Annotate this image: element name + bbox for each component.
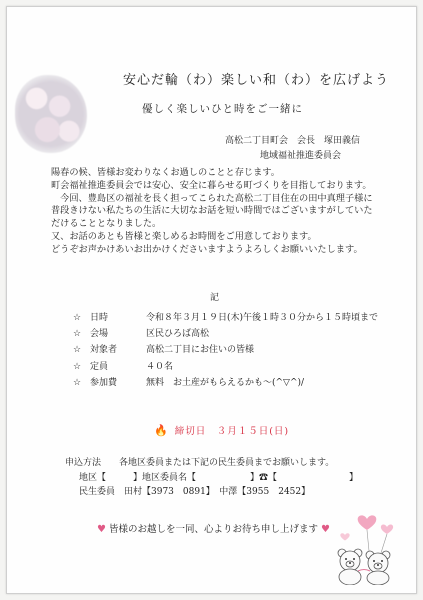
star-icon: ☆ — [73, 329, 82, 340]
organizer-name: 高松二丁目町会 会長 塚田義信 — [225, 136, 361, 146]
detail-row — [73, 359, 378, 375]
detail-value: 高松二丁目にお住いの皆様 — [146, 345, 255, 356]
application-info — [65, 456, 358, 500]
body-line: だけることとなりました。 — [51, 218, 162, 230]
event-details — [73, 310, 378, 391]
apply-district-line: 地区【 】地区委員名【 】☎【 】 — [79, 472, 359, 483]
body-line: 陽春の候、皆様お変わりなくお過しのことと存じます。 — [51, 167, 280, 178]
detail-label: 日時 — [90, 313, 109, 323]
bear-left — [338, 549, 362, 585]
apply-contacts: 民生委員 田村【3973 0891】 中澤【3955 2452】 — [79, 487, 311, 497]
detail-value: 区民ひろば高松 — [146, 329, 210, 340]
page-subtitle: 優しく楽しいひと時をご一緒に — [142, 103, 303, 115]
fire-icon: 🔥 — [154, 424, 169, 437]
cherry-blossom-image — [15, 75, 87, 153]
body-line: どうぞお声かけあいお出かけくださいますようよろしくお願いいたします。 — [51, 243, 363, 255]
detail-row — [73, 375, 378, 391]
teddy-bears-illustration — [325, 505, 407, 585]
detail-value: 無料 お土産がもらえるかも～(^▽^)/ — [146, 377, 305, 388]
closing-text: 皆様のお越しを一同、心よりお待ち申し上げます — [109, 524, 319, 535]
bear-right — [366, 551, 390, 585]
closing-message — [97, 521, 330, 535]
detail-value: 令和８年３月１９日(木)午後１時３０分から１５時頃まで — [146, 313, 379, 323]
detail-label: 会場 — [90, 329, 109, 340]
detail-row — [73, 342, 378, 358]
detail-row — [73, 326, 378, 342]
star-icon: ☆ — [73, 361, 82, 372]
heart-icon: ♥ — [321, 524, 331, 535]
organizer-committee: 地域福祉推進委員会 — [260, 151, 342, 161]
body-line: 又、お話のあとも皆様と楽しめるお時間をご用意しております。 — [51, 230, 317, 242]
body-line: 町会福祉推進委員会では安心、安全に暮らせる町づくりを目指しております。 — [51, 179, 372, 191]
star-icon: ☆ — [73, 313, 82, 323]
deadline-text: 締切日 ３月１５日(日) — [174, 426, 290, 437]
apply-method: 申込方法 各地区委員または下記の民生委員までお願いします。 — [65, 458, 335, 468]
letter-body — [51, 167, 373, 257]
detail-label: 対象者 — [90, 345, 118, 356]
ki-heading: 記 — [210, 293, 220, 303]
deadline-notice — [154, 423, 289, 437]
heart-icon: ♥ — [97, 524, 106, 535]
flyer-page — [6, 6, 417, 594]
star-icon: ☆ — [73, 345, 82, 356]
detail-label: 参加費 — [90, 377, 118, 388]
body-line: 今回、豊島区の福祉を長く担ってこられた高松二丁目住在の田中真理子様に — [51, 192, 373, 204]
page-title: 安心だ輪（わ）楽しい和（わ）を広げよう — [123, 73, 390, 88]
detail-label: 定員 — [90, 361, 109, 372]
body-line: 普段きけない私たちの生活に大切なお話を短い時間ではございますがしていた — [51, 205, 373, 217]
detail-value: ４０名 — [146, 361, 174, 372]
detail-row — [73, 310, 378, 326]
star-icon: ☆ — [73, 377, 82, 388]
heart-balloon-icon — [340, 515, 393, 553]
